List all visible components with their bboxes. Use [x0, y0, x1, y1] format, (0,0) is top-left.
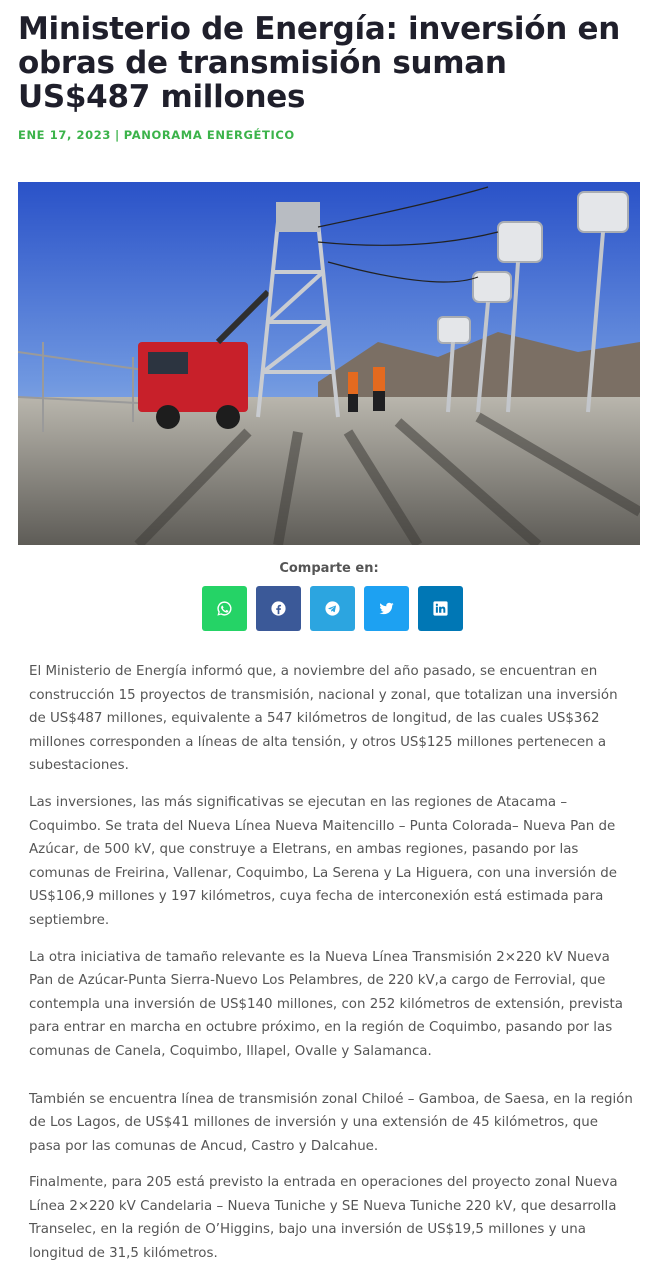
share-facebook-button[interactable]	[256, 586, 301, 631]
whatsapp-icon	[216, 600, 233, 617]
share-telegram-button[interactable]	[310, 586, 355, 631]
article-meta	[18, 128, 295, 142]
article-category[interactable]: PANORAMA ENERGÉTICO	[123, 128, 295, 142]
share-twitter-button[interactable]	[364, 586, 409, 631]
article-body	[29, 660, 634, 1273]
substation-photo	[18, 182, 640, 545]
article-paragraph: También se encuentra línea de transmisión zonal Chiloé – Gamboa, de Saesa, en la región de Los Lagos, de US$41 millones de inversión y una extensión de 45 kilómetros, que pasa por las comunas de Ancud, Castro y Dalcahue.	[29, 1091, 633, 1154]
linkedin-icon	[432, 600, 449, 617]
article-date: ENE 17, 2023	[18, 128, 111, 142]
twitter-icon	[378, 600, 395, 617]
telegram-icon	[324, 600, 341, 617]
article-paragraph: Finalmente, para 205 está previsto la entrada en operaciones del proyecto zonal Nueva Línea 2×220 kV Candelaria – Nueva Tuniche y SE Nueva Tuniche 220 kV, que desarrolla Transelec, en la región de O’Higgins, bajo una inversión de US$19,5 millones y una longitud de 31,5 kilómetros.	[29, 1175, 618, 1262]
share-buttons	[202, 586, 463, 631]
share-linkedin-button[interactable]	[418, 586, 463, 631]
article-title: Ministerio de Energía: inversión en obras de transmisión suman US$487 millones	[18, 11, 621, 115]
article-paragraph: Las inversiones, las más significativas se ejecutan en las regiones de Atacama –Coquimbo. Se trata del Nueva Línea Nueva Maitencillo – Punta Colorada– Nueva Pan de Azúcar, de 500 kV, que construye a Eletrans, en ambas regiones, pasando por las comunas de Freirina, Vallenar, Coquimbo, La Serena y La Higuera, con una inversión de US$106,9 millones y 197 kilómetros, cuya fecha de interconexión está estimada para septiembre.	[29, 794, 617, 928]
share-whatsapp-button[interactable]	[202, 586, 247, 631]
article-paragraph: El Ministerio de Energía informó que, a noviembre del año pasado, se encuentran en construcción 15 proyectos de transmisión, nacional y zonal, que totalizan una inversión de US$487 millones, equivalente a 547 kilómetros de longitud, de las cuales US$362 millones corresponden a líneas de alta tensión, y otros US$125 millones pertenecen a subestaciones.	[29, 664, 618, 774]
featured-image	[18, 182, 640, 545]
share-label: Comparte en:	[279, 561, 379, 576]
meta-separator: |	[114, 128, 120, 142]
facebook-icon	[270, 600, 287, 617]
article-paragraph: La otra iniciativa de tamaño relevante es la Nueva Línea Transmisión 2×220 kV Nueva Pan de Azúcar-Punta Sierra-Nuevo Los Pelambres, de 220 kV,a cargo de Ferrovial, que contempla una inversión de US$140 millones, con 252 kilómetros de extensión, prevista para entrar en marcha en octubre próximo, en la región de Coquimbo, pasando por las comunas de Canela, Coquimbo, Illapel, Ovalle y Salamanca.	[29, 949, 623, 1059]
